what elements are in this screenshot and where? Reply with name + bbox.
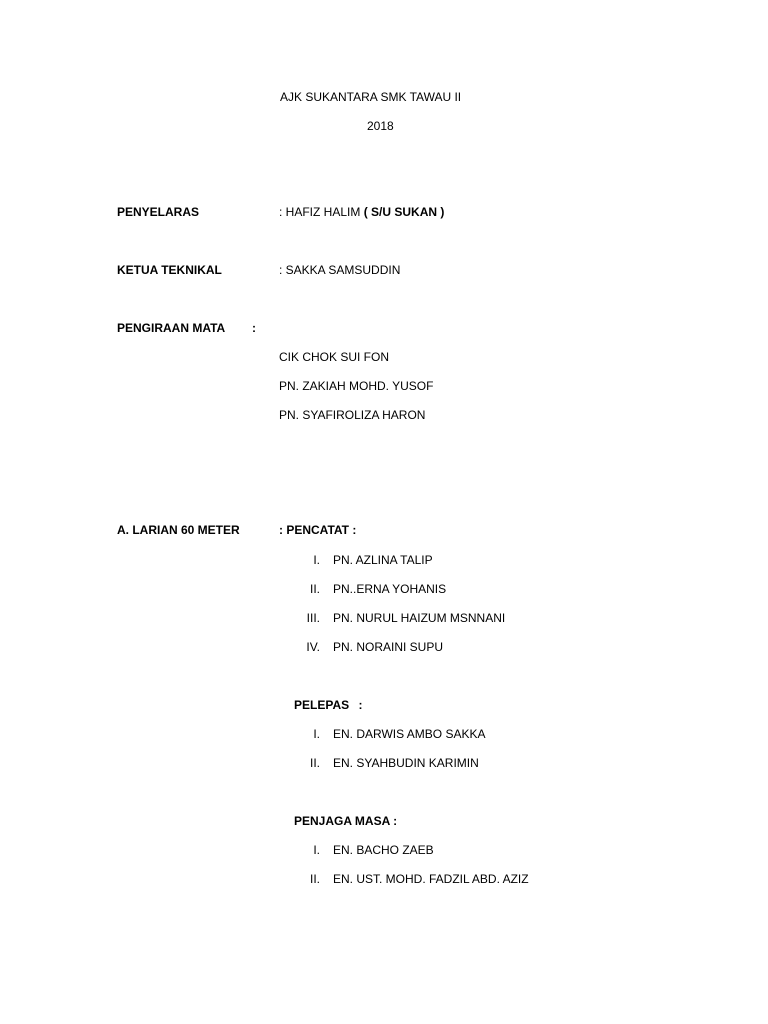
list-number: II. bbox=[309, 756, 320, 770]
list-item: PN. NORAINI SUPU bbox=[333, 640, 444, 654]
list-item: PN..ERNA YOHANIS bbox=[333, 582, 447, 596]
penyelaras-role: ( S/U SUKAN ) bbox=[363, 205, 445, 219]
ketua-teknikal-label: KETUA TEKNIKAL bbox=[117, 263, 222, 277]
list-number: IV. bbox=[306, 640, 320, 654]
list-item: PN. NURUL HAIZUM MSNNANI bbox=[333, 611, 506, 625]
list-item: PN. AZLINA TALIP bbox=[333, 553, 433, 567]
pengiraan-mata-label: PENGIRAAN MATA bbox=[117, 321, 226, 335]
list-number: I. bbox=[313, 553, 320, 567]
ketua-teknikal-value: : SAKKA SAMSUDDIN bbox=[279, 263, 401, 277]
pengiraan-mata-member: PN. SYAFIROLIZA HARON bbox=[279, 408, 426, 422]
document-year: 2018 bbox=[367, 119, 394, 133]
penyelaras-label: PENYELARAS bbox=[117, 205, 200, 219]
list-item: EN. DARWIS AMBO SAKKA bbox=[333, 727, 486, 741]
penjaga-masa-heading: PENJAGA MASA : bbox=[294, 814, 398, 828]
pengiraan-mata-colon: : bbox=[252, 321, 256, 335]
list-item: EN. BACHO ZAEB bbox=[333, 843, 434, 857]
pencatat-heading: : PENCATAT : bbox=[279, 523, 357, 537]
pengiraan-mata-member: PN. ZAKIAH MOHD. YUSOF bbox=[279, 379, 434, 393]
list-number: II. bbox=[309, 582, 320, 596]
list-number: I. bbox=[313, 843, 320, 857]
list-number: II. bbox=[309, 872, 320, 886]
document-title: AJK SUKANTARA SMK TAWAU II bbox=[280, 90, 462, 104]
list-item: EN. SYAHBUDIN KARIMIN bbox=[333, 756, 479, 770]
list-number: I. bbox=[313, 727, 320, 741]
pelepas-heading: PELEPAS : bbox=[294, 698, 363, 712]
larian-label: A. LARIAN 60 METER bbox=[117, 523, 240, 537]
penyelaras-value bbox=[279, 204, 444, 220]
list-number: III. bbox=[306, 611, 320, 625]
pengiraan-mata-member: CIK CHOK SUI FON bbox=[279, 350, 390, 364]
penyelaras-name: : HAFIZ HALIM bbox=[279, 205, 361, 219]
list-item: EN. UST. MOHD. FADZIL ABD. AZIZ bbox=[333, 872, 529, 886]
